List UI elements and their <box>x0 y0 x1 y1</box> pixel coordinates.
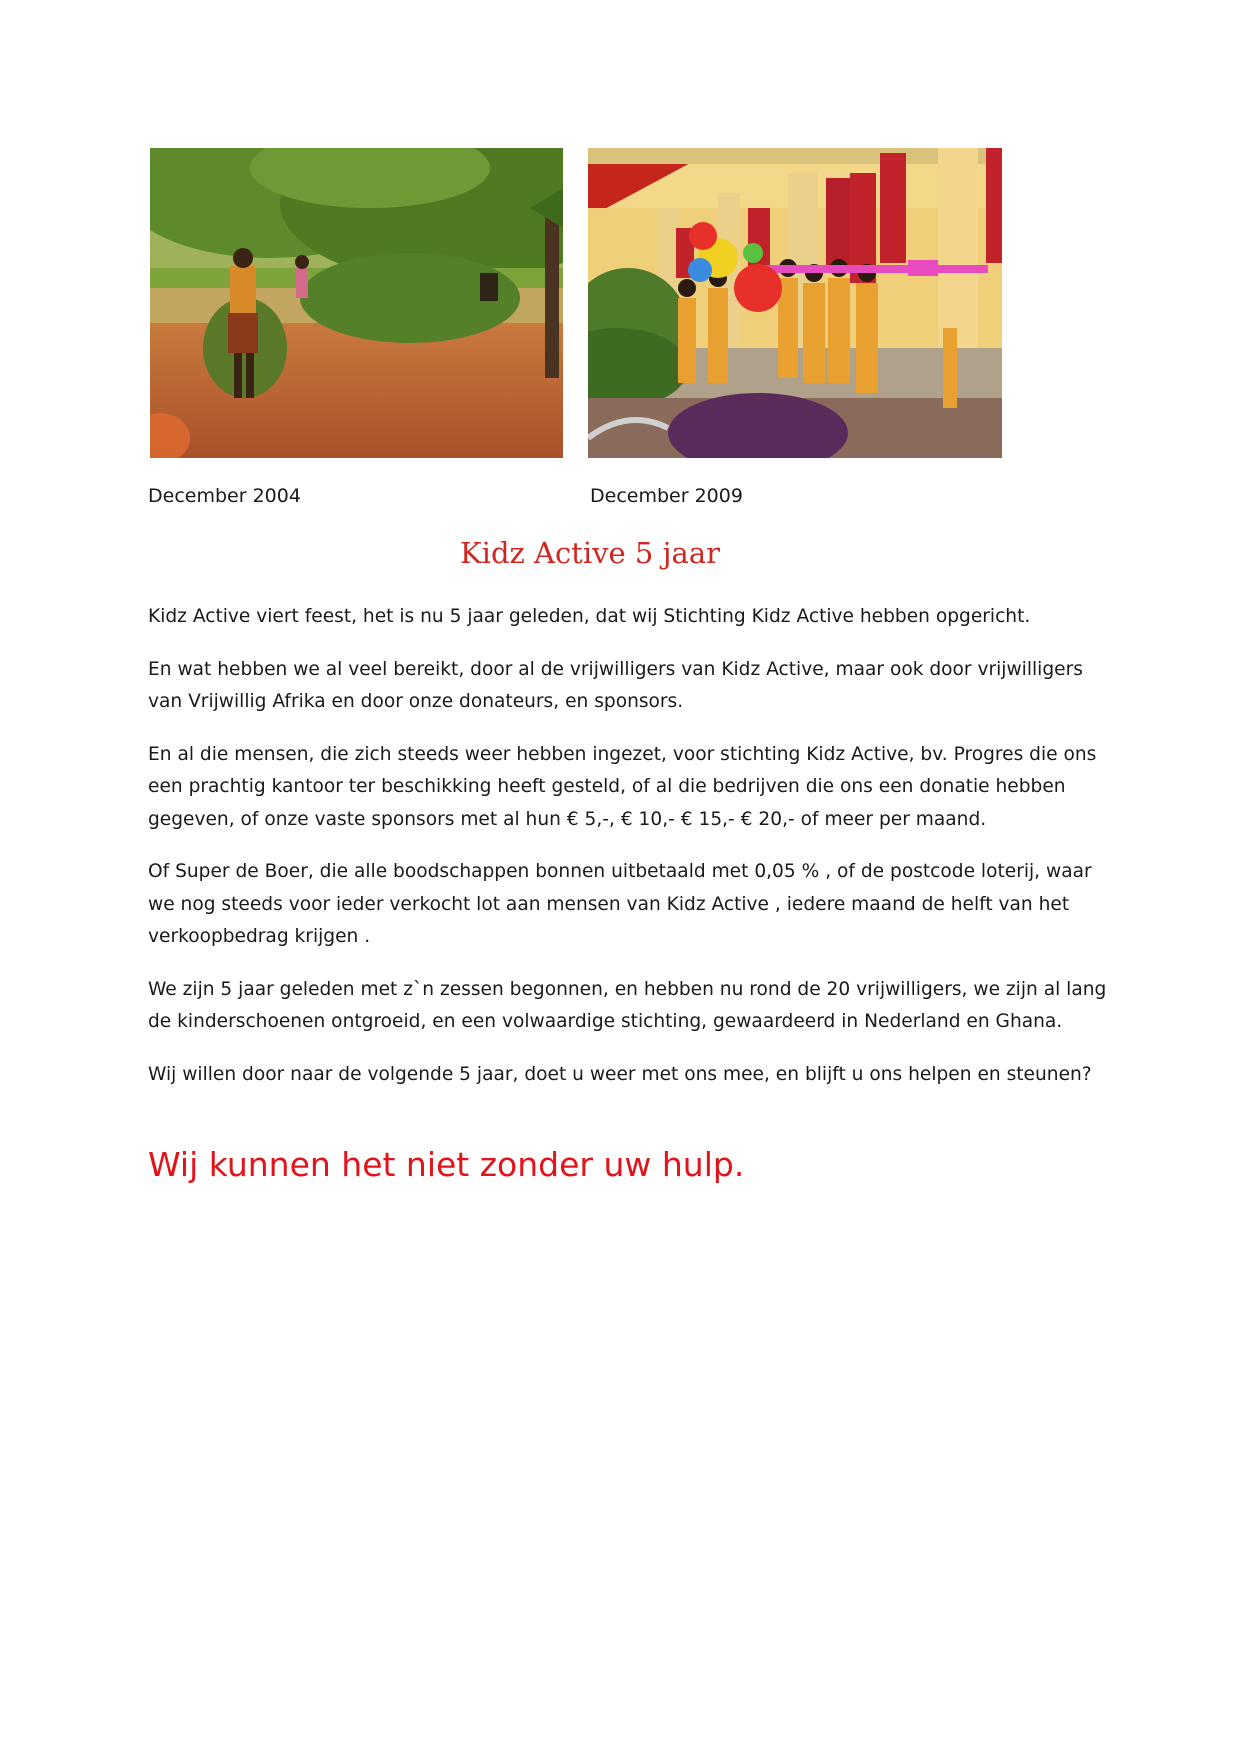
paragraph: Wij willen door naar de volgende 5 jaar, doet u weer met ons mee, en blijft u ons helpen en steunen? <box>148 1063 1092 1085</box>
paragraph: En wat hebben we al veel bereikt, door al de vrijwilligers van Kidz Active, maar ook door vrijwilligers van Vrijwillig Afrika en door onze donateurs, en sponsors. <box>148 658 1083 712</box>
paragraph: We zijn 5 jaar geleden met z`n zessen begonnen, en hebben nu rond de 20 vrijwilligers, we zijn al lang de kinderschoenen ontgroeid, en een volwaardige stichting, gewaardeerd in Nederland en Ghana. <box>148 978 1107 1032</box>
photo-caption-2009: December 2009 <box>590 485 743 507</box>
call-to-action: Wij kunnen het niet zonder uw hulp. <box>148 1145 745 1184</box>
photo-caption-2004: December 2004 <box>148 485 301 507</box>
article-body <box>148 601 1108 1111</box>
december-2004-photo <box>150 148 563 458</box>
page-title: Kidz Active 5 jaar <box>460 536 720 570</box>
paragraph: En al die mensen, die zich steeds weer hebben ingezet, voor stichting Kidz Active, bv. Progres die ons een prachtig kantoor ter beschikking heeft gesteld, of al die bedrijven die ons een donatie hebben gegeven, of onze vaste sponsors met al hun € 5,-, € 10,- € 15,- € 20,- of meer per maand. <box>148 743 1097 830</box>
paragraph: Kidz Active viert feest, het is nu 5 jaar geleden, dat wij Stichting Kidz Active hebben opgericht. <box>148 606 1031 627</box>
paragraph: Of Super de Boer, die alle boodschappen bonnen uitbetaald met 0,05 % , of de postcode loterij, waar we nog steeds voor ieder verkocht lot aan mensen van Kidz Active , iedere maand de helft van het verkoopbedrag krijgen . <box>148 861 1092 947</box>
december-2009-photo <box>588 148 1002 458</box>
